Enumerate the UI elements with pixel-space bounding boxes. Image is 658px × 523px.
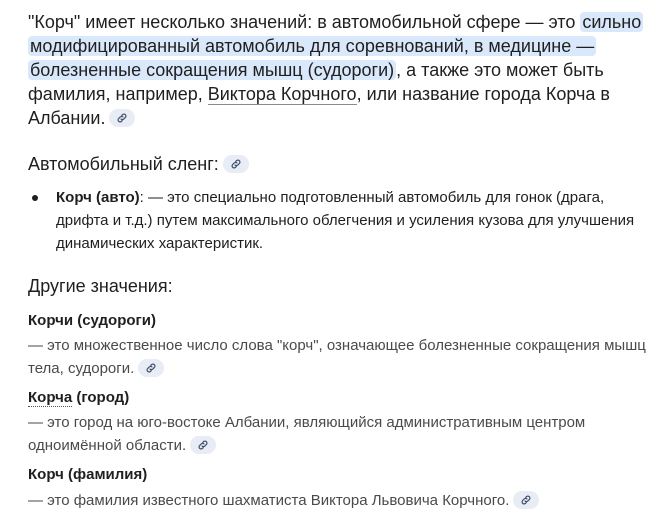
entry-text-city [28, 411, 652, 457]
source-link-button[interactable] [223, 155, 249, 173]
source-link-button[interactable] [513, 491, 539, 509]
auto-slang-heading-text: Автомобильный сленг: [28, 154, 219, 174]
other-meanings-heading: Другие значения: [28, 276, 173, 296]
list-item-text: : — это специально подготовленный автомобиль для гонок (драга, дрифта и т.д.) путем максимального облегчения и усиления кузова для улучшения динамических характеристик. [56, 189, 635, 252]
list-item-term: Корч (авто) [56, 189, 140, 206]
link-icon [145, 362, 157, 374]
entry-text-surname [28, 489, 652, 512]
highlighted-definition[interactable]: сильно модифицированный автомобиль для соревнований, в медицине — болезненные сокращения мышц (судороги) [30, 12, 642, 80]
auto-slang-heading [28, 153, 249, 175]
auto-slang-list [28, 186, 648, 255]
link-icon [520, 494, 532, 506]
intro-text-end: , или название города Корча в Албании. [28, 84, 610, 128]
entry-text-seizures [28, 334, 652, 380]
link-icon [197, 439, 209, 451]
source-link-button[interactable] [190, 436, 216, 454]
link-icon [116, 112, 128, 124]
intro-text-middle: , а также это может быть фамилия, например, [28, 60, 604, 104]
intro-paragraph [28, 10, 652, 130]
korcha-term-link[interactable]: Корча [28, 389, 73, 406]
list-item [28, 186, 648, 255]
entry-title-rest: (город) [72, 389, 130, 406]
entry-text: — это город на юго-востоке Албании, являющийся административным центром одноимённой области. [28, 414, 586, 454]
intro-text-start: "Корч" имеет несколько значений: в автомобильной сфере — это [28, 12, 581, 32]
entry-title-city [28, 388, 129, 408]
source-link-button[interactable] [138, 359, 164, 377]
entry-title-surname: Корч (фамилия) [28, 466, 148, 483]
link-icon [230, 158, 242, 170]
entry-text: — это фамилия известного шахматиста Виктора Львовича Корчного. [28, 492, 510, 509]
korchnoi-link[interactable]: Виктора Корчного [207, 84, 357, 104]
entry-text: — это множественное число слова "корч", означающее болезненные сокращения мышц тела, судороги. [28, 337, 646, 377]
bullet-dot [32, 195, 38, 201]
entry-title-seizures: Корчи (судороги) [28, 312, 156, 329]
source-link-button[interactable] [109, 109, 135, 127]
